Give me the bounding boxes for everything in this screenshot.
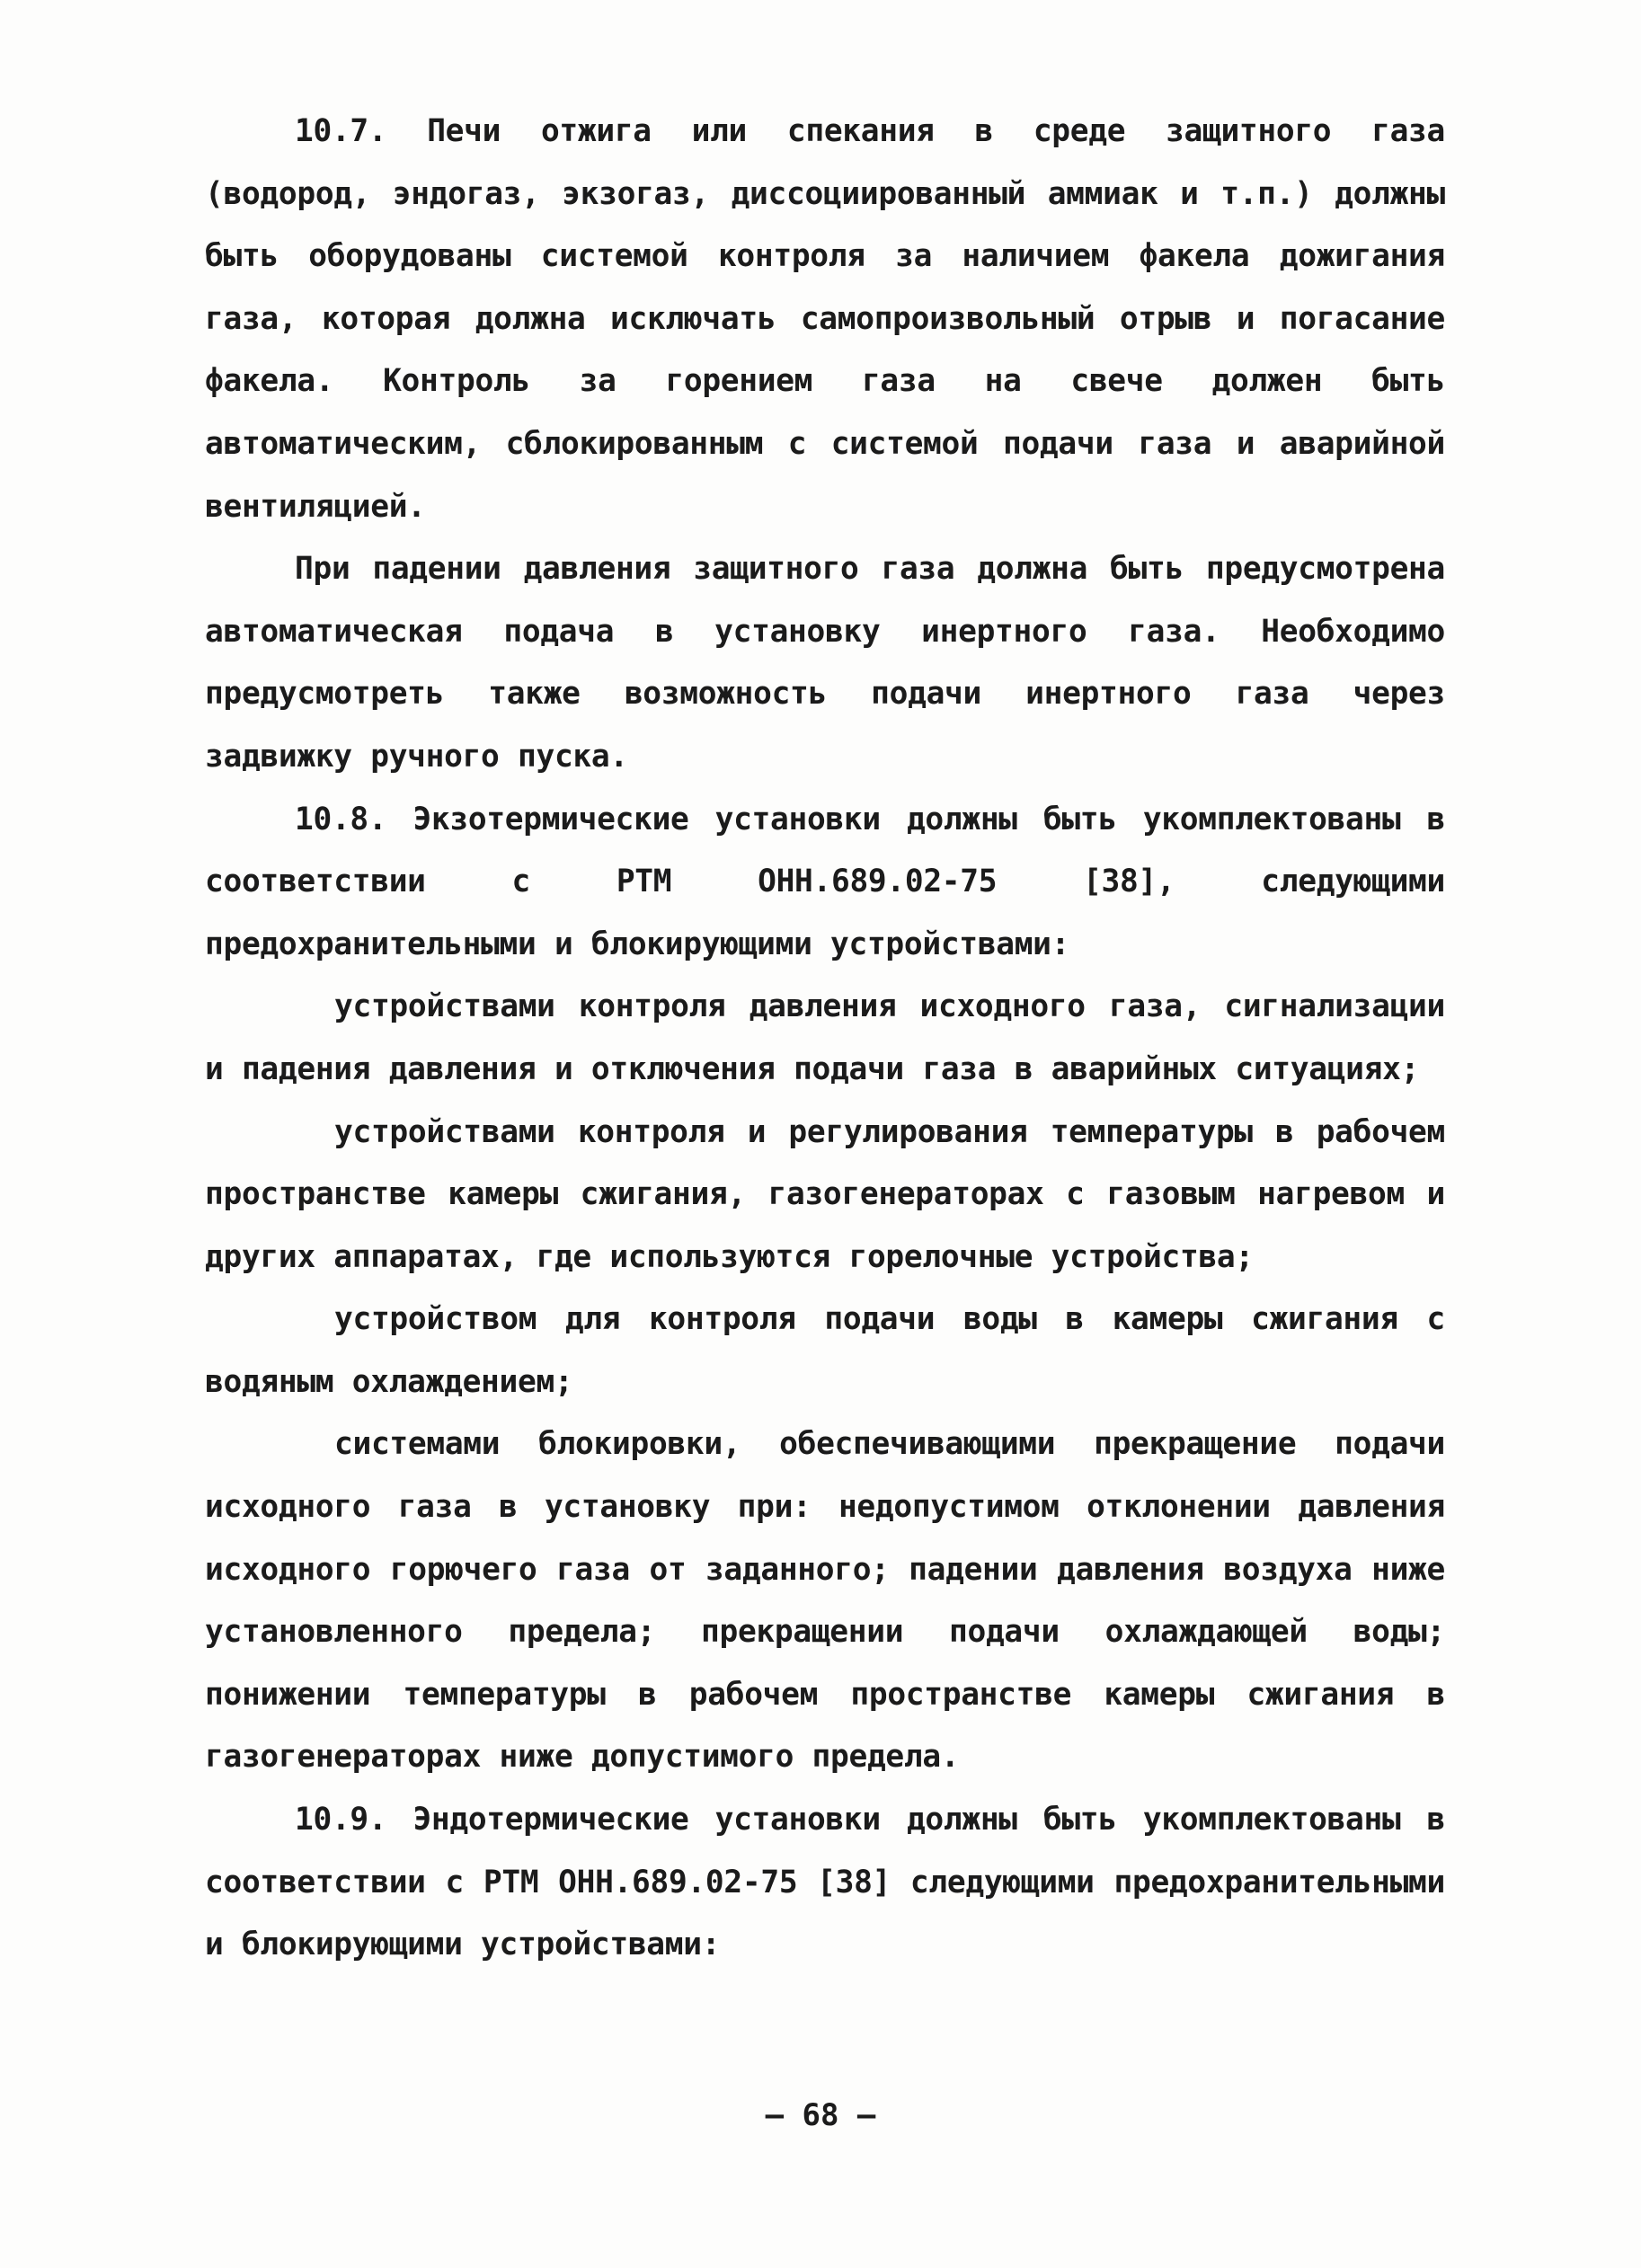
paragraph-10-7-continued: При падении давления защитного газа должна быть предусмотрена автоматическая подача в установку инертного газа. Необходимо предусмотреть также возможность подачи инертного газа через задвижку ручного пуска.: [205, 551, 1445, 775]
paragraph-10-7: 10.7. Печи отжига или спекания в среде защитного газа (водород, эндогаз, экзогаз, диссоциированный аммиак и т.п.) должны быть оборудованы системой контроля за наличием факела дожигания газа, которая должна исключать самопроизвольный отрыв и погасание факела. Контроль за горением газа на свече должен быть автоматическим, сблокированным с системой подачи газа и аварийной вентиляцией.: [205, 113, 1445, 525]
list-item-pressure-control: устройствами контроля давления исходного газа, сигнализации и падения давления и отключения подачи газа в аварийных ситуациях;: [205, 988, 1445, 1087]
list-item-temperature-control: устройствами контроля и регулирования температуры в рабочем пространстве камеры сжигания, газогенераторах с газовым нагревом и других аппаратах, где используются горелочные устройства;: [205, 1113, 1445, 1275]
list-item-blocking-systems: системами блокировки, обеспечивающими прекращение подачи исходного газа в установку при: недопустимом отклонении давления исходного горючего газа от заданного; падении давления воздуха ниже установленного предела; прекращении подачи охлаждающей воды; понижении температуры в рабочем пространстве камеры сжигания в газогенераторах ниже допустимого предела.: [205, 1426, 1445, 1776]
body-text: [205, 101, 1445, 1977]
paragraph-10-9: 10.9. Эндотермические установки должны быть укомплектованы в соответствии с РТМ ОНН.689.02-75 [38] следующими предохранительными и блокирующими устройствами:: [205, 1802, 1445, 1963]
paragraph-10-8: 10.8. Экзотермические установки должны быть укомплектованы в соответствии с РТМ ОНН.689.02-75 [38], следующими предохранительными и блокирующими устройствами:: [205, 801, 1445, 962]
list-item-water-control: устройством для контроля подачи воды в камеры сжигания с водяным охлаждением;: [205, 1301, 1445, 1400]
page-number: — 68 —: [765, 2097, 876, 2133]
